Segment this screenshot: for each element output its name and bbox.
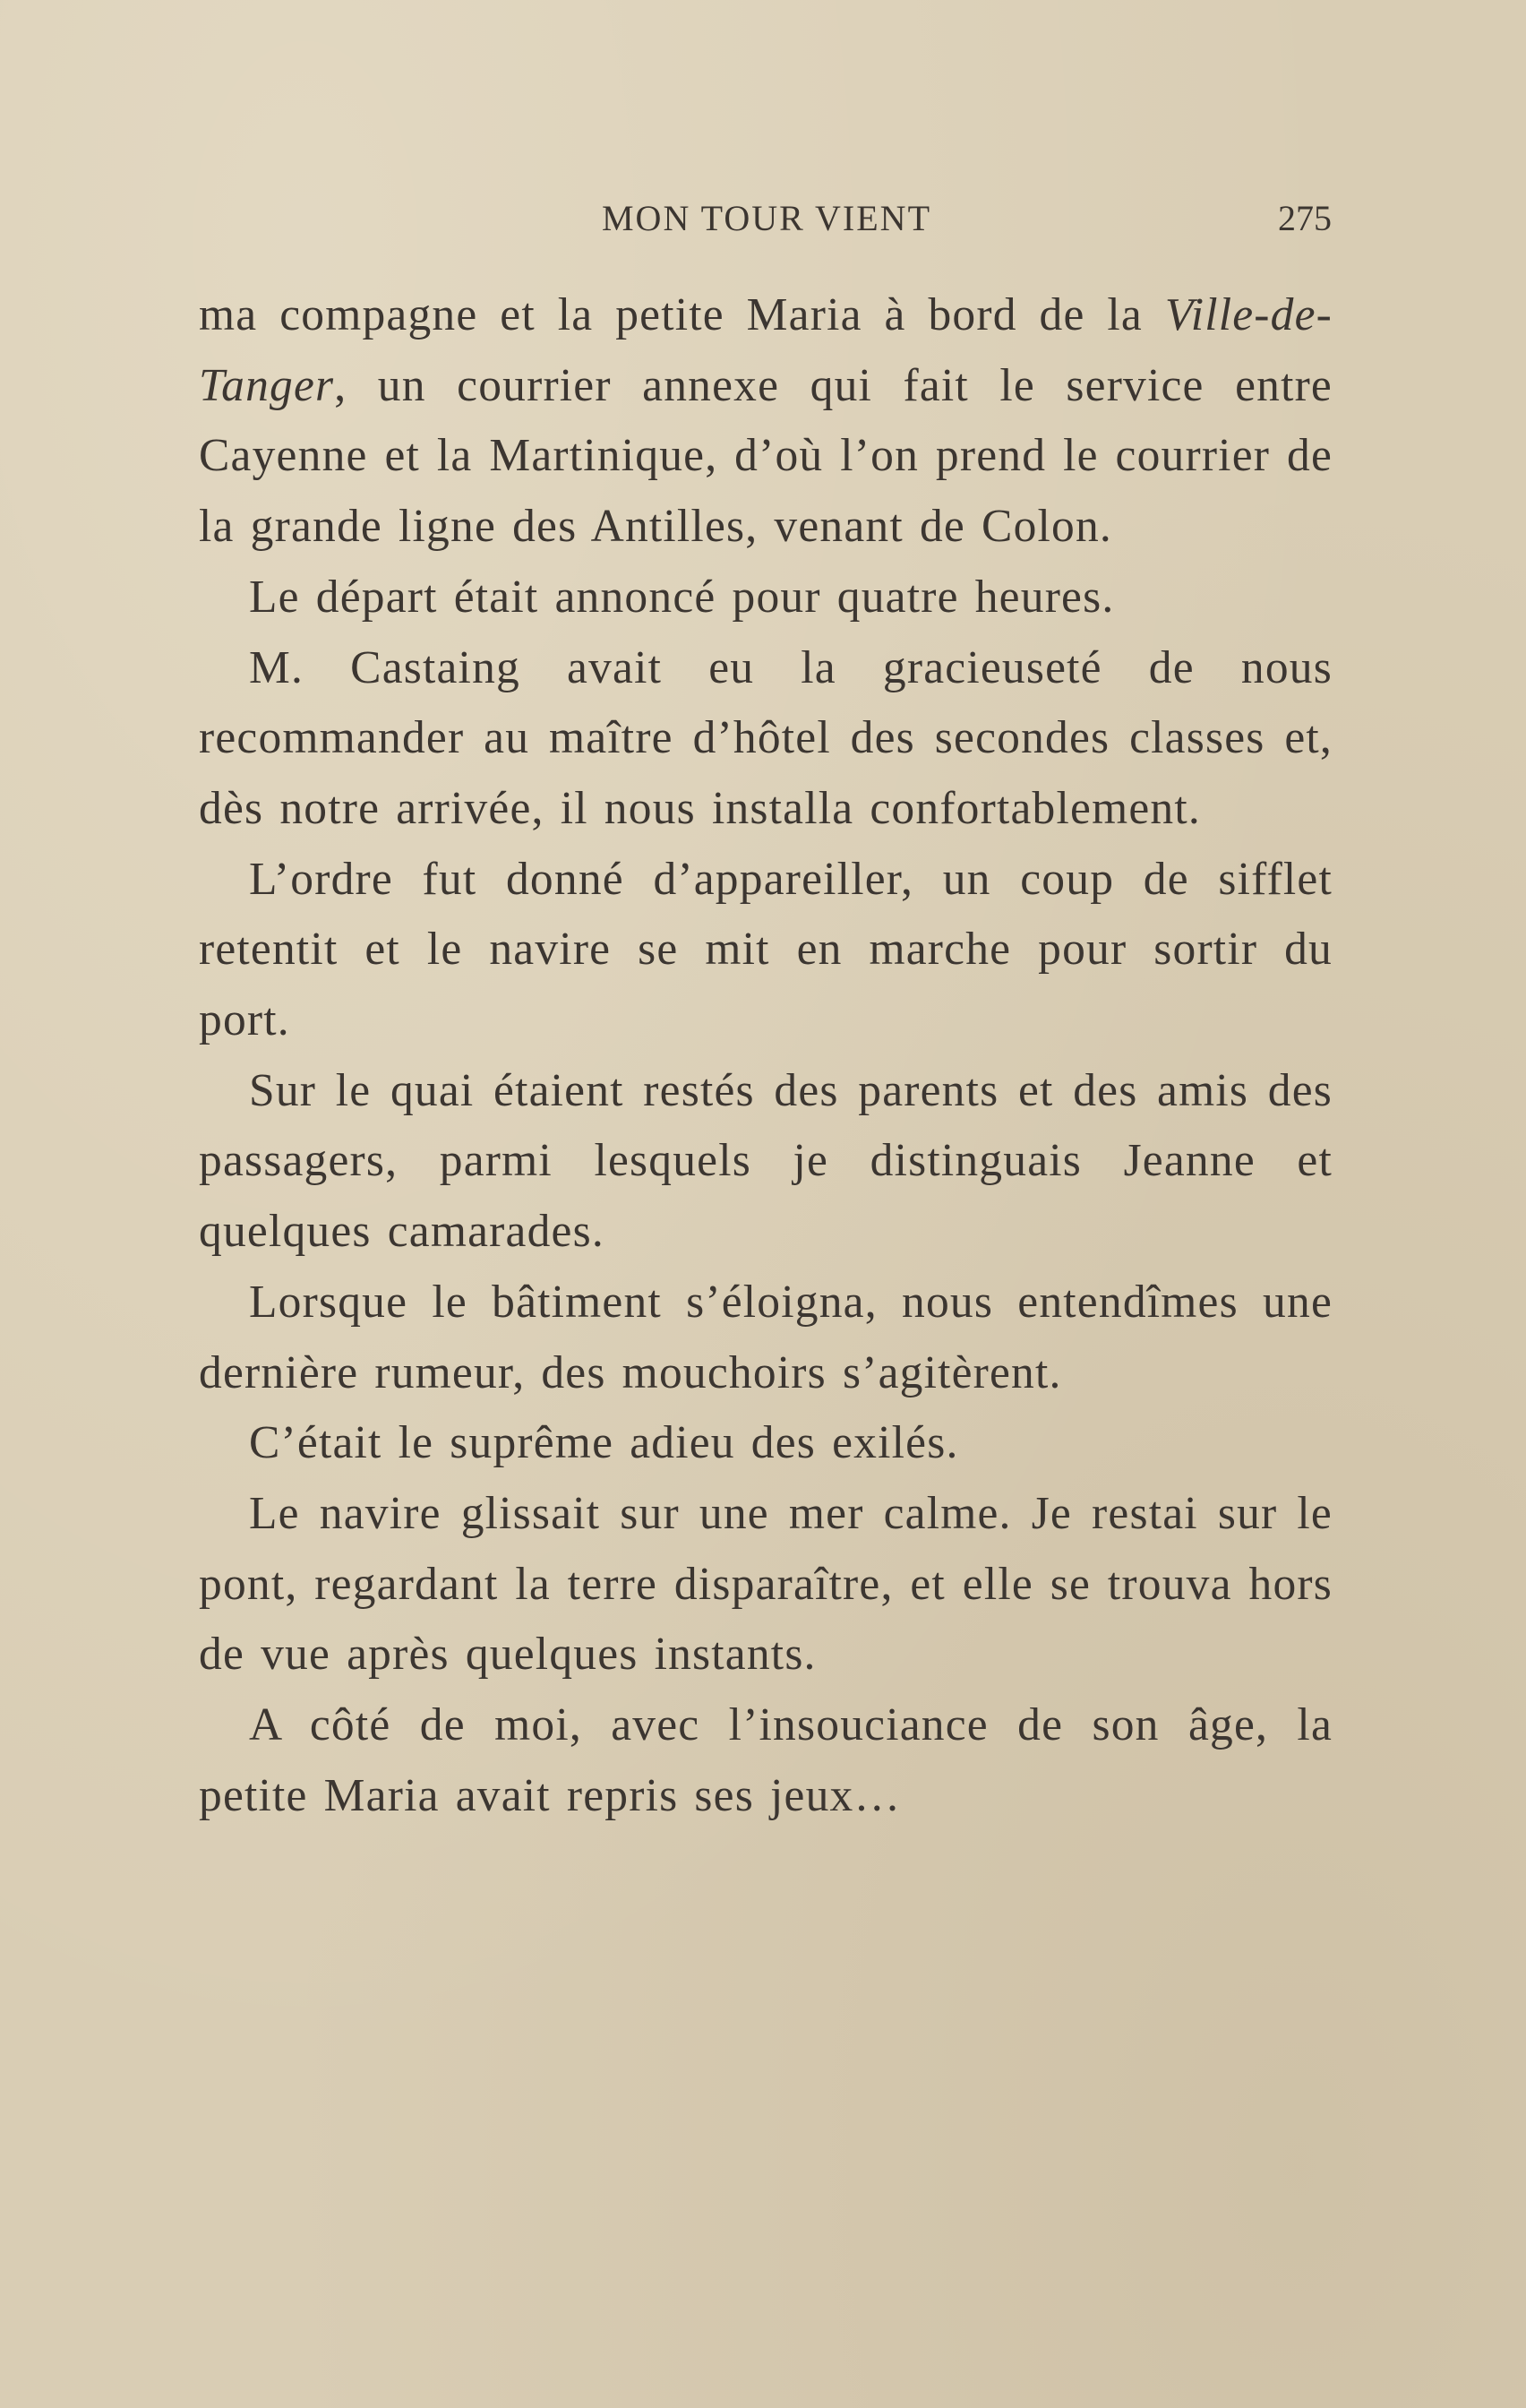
running-title: MON TOUR VIENT [601, 198, 932, 238]
paragraph-3: M. Castaing avait eu la gracieuseté de nous recommander au maître d’hôtel des secondes classes et, dès notre arrivée, il nous installa confortablement. [199, 641, 1333, 834]
paragraph-8: Le navire glissait sur une mer calme. Je restai sur le pont, regardant la terre disparaître, et elle se trouva hors de vue après quelques instants. [199, 1487, 1333, 1681]
page-number: 275 [1278, 198, 1332, 238]
body-text [199, 280, 1333, 1831]
paragraph-2: Le départ était annoncé pour quatre heures. [249, 571, 1115, 623]
paragraph-1-end: , un courrier annexe qui fait le service entre Cayenne et la Martinique, d’où l’on prend le courrier de la grande ligne des Antilles, venant de Colon. [199, 359, 1333, 553]
paragraph-4: L’ordre fut donné d’appareiller, un coup de sifflet retentit et le navire se mit en marche pour sortir du port. [199, 853, 1333, 1046]
paragraph-5: Sur le quai étaient restés des parents et des amis des passagers, parmi lesquels je distinguais Jeanne et quelques camarades. [199, 1064, 1333, 1258]
paragraph-1-start: ma compagne et la petite Maria à bord de la [199, 289, 1165, 340]
paragraph-6: Lorsque le bâtiment s’éloigna, nous entendîmes une dernière rumeur, des mouchoirs s’agitèrent. [199, 1276, 1333, 1398]
running-head [201, 186, 1332, 249]
paragraph-1 [199, 280, 1333, 563]
paragraph-9: A côté de moi, avec l’insouciance de son âge, la petite Maria avait repris ses jeux… [199, 1699, 1333, 1821]
ship-name: Ville-de-Tanger [199, 289, 1333, 411]
paragraph-7: C’était le suprême adieu des exilés. [249, 1417, 959, 1469]
